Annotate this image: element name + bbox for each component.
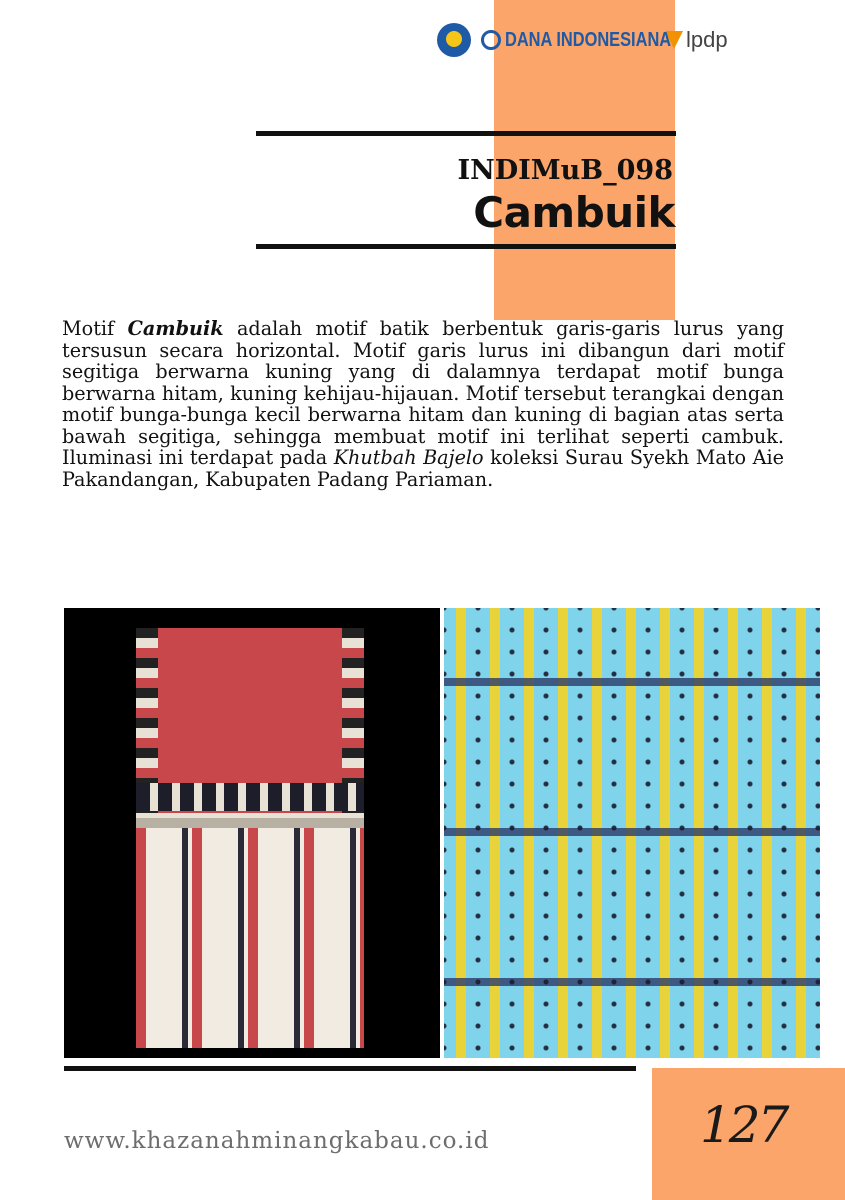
sponsor-logos (437, 18, 728, 62)
lpdp-text: lpdp (686, 27, 728, 52)
motif-name: Cambuik (127, 317, 224, 340)
manuscript-illumination (136, 628, 364, 1048)
dana-indonesiana-logo (481, 28, 672, 52)
pattern-dots (444, 608, 820, 1058)
footer-rule (64, 1066, 636, 1071)
description-lead: Motif (62, 317, 128, 340)
title-bottom-rule (256, 244, 676, 249)
illumination-border-band (136, 783, 364, 811)
page-number: 127 (700, 1096, 787, 1154)
batik-pattern-image (444, 608, 820, 1058)
illumination-bottom-panel (136, 828, 364, 1048)
description-part2: koleksi Surau Syekh Mato Aie Pakandangan, Kabupaten Padang Pariaman. (62, 446, 784, 491)
manuscript-title: Khutbah Bajelo (333, 446, 484, 469)
motif-description (62, 318, 784, 490)
entry-code: INDIMuB_098 (457, 155, 673, 186)
description-part1: adalah motif batik berbentuk garis-garis lurus yang tersusun secara horizontal. Motif garis lurus ini dibangun dari motif segitiga berwarna kuning yang di dalamnya terdapat motif bunga berwarna hitam, kuning kehijau-hijauan. Motif tersebut terangkai dengan motif bunga-bunga kecil berwarna hitam dan kuning di bagian atas serta bawah segitiga, sehingga membuat motif ini terlihat seperti cambuk. Iluminasi ini terdapat pada (62, 317, 784, 469)
entry-title: Cambuik (473, 188, 675, 237)
dana-indonesiana-text: DANA INDONESIANA (505, 28, 672, 51)
title-top-rule (256, 131, 676, 136)
lpdp-logo (665, 27, 728, 53)
ministry-emblem-icon (437, 23, 471, 57)
manuscript-photo (64, 608, 440, 1058)
dana-indonesiana-icon (481, 30, 501, 50)
footer-website: www.khazanahminangkabau.co.id (64, 1128, 490, 1154)
